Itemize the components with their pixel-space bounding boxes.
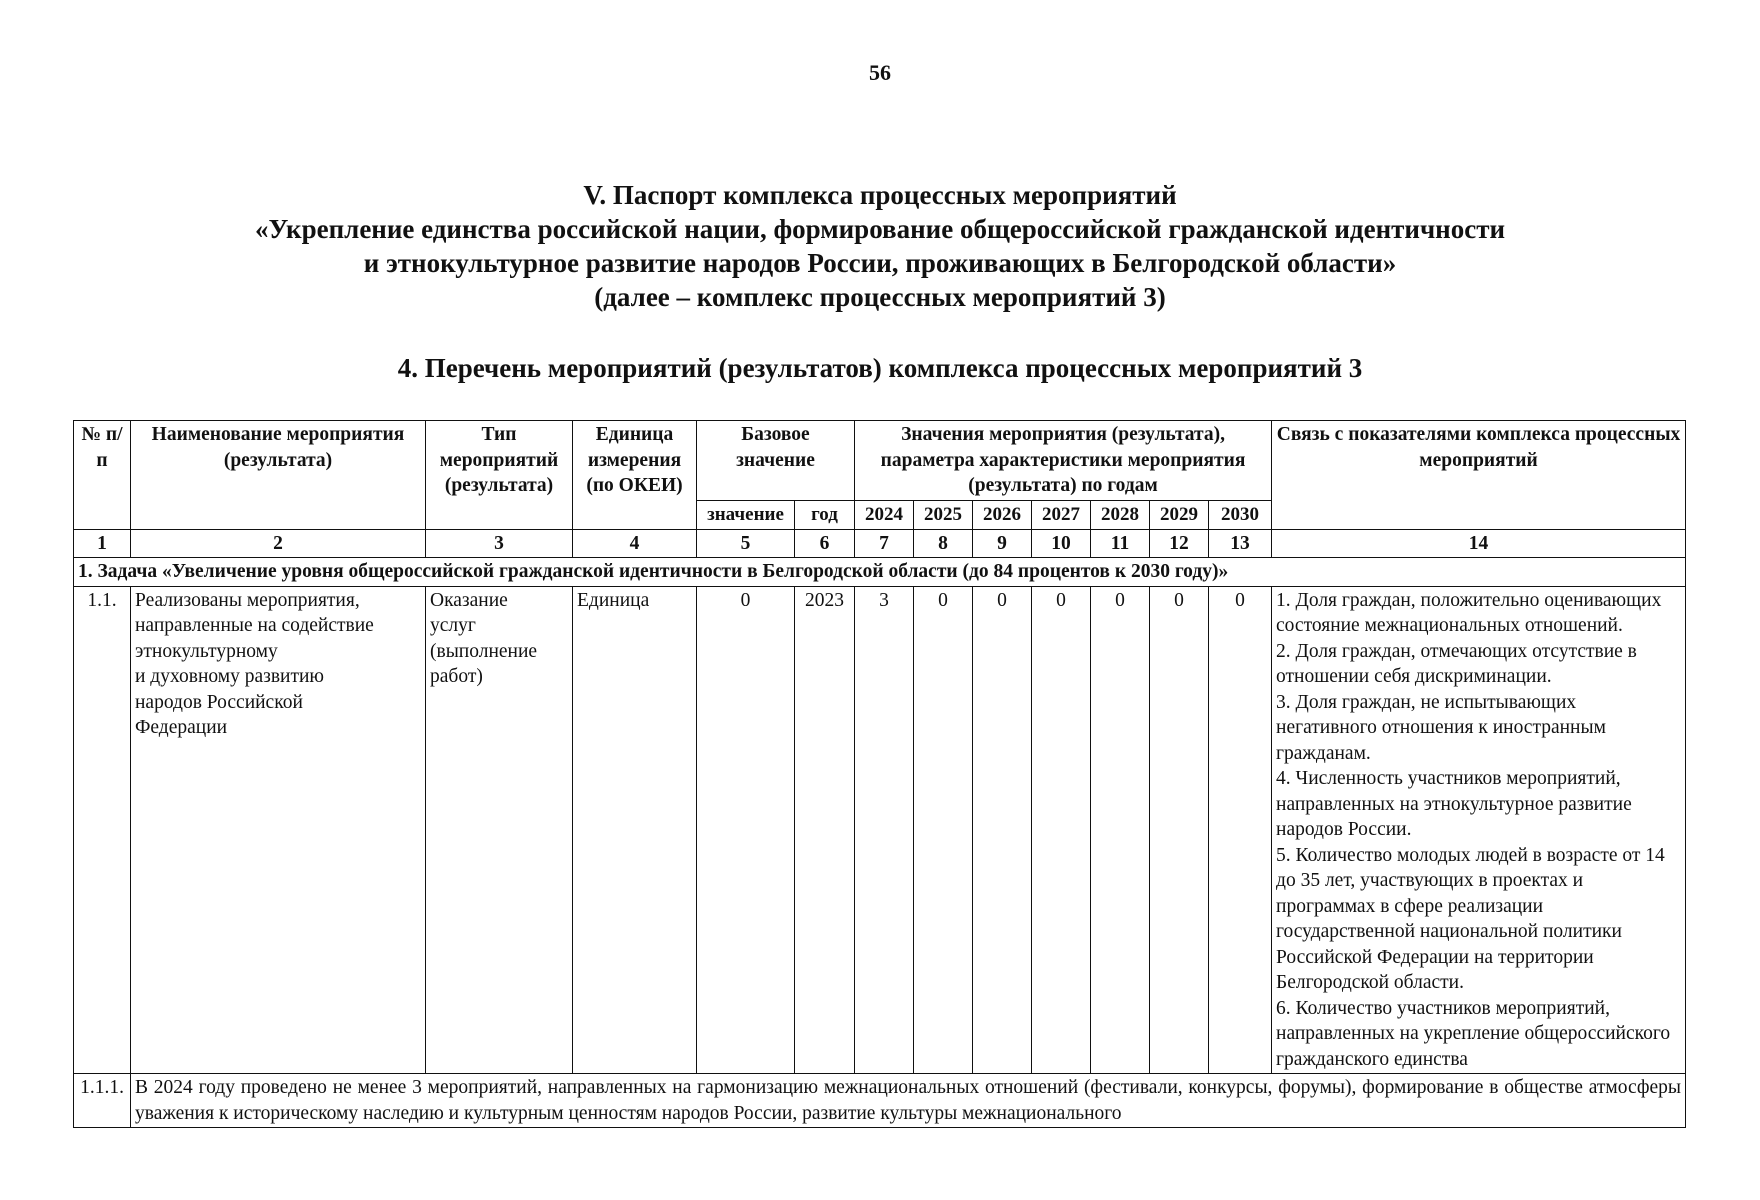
task-row <box>74 558 1686 587</box>
column-number: 8 <box>914 529 973 558</box>
column-number: 6 <box>795 529 855 558</box>
header-year-2028: 2028 <box>1091 501 1150 530</box>
indicator-links <box>1272 586 1686 1074</box>
column-number: 4 <box>573 529 697 558</box>
header-link: Связь с показателями комплекса процессных мероприятий <box>1272 421 1686 530</box>
measure-name-line: Федерации <box>135 717 228 738</box>
column-number: 14 <box>1272 529 1686 558</box>
header-type: Тип мероприятий (результата) <box>426 421 573 530</box>
indicator-link-item: 1. Доля граждан, положительно оценивающих состояние межнациональных отношений. <box>1276 589 1662 636</box>
indicator-link-item: 6. Количество участников мероприятий, направленных на укрепление общероссийского гражданского единства <box>1276 997 1671 1070</box>
measure-name-line: направленные на содействие <box>135 615 374 636</box>
title-line-2: «Укрепление единства российской нации, формирование общероссийской гражданской идентичности <box>254 214 1506 244</box>
row-num: 1.1.1. <box>74 1074 131 1128</box>
indicator-link-item: 4. Численность участников мероприятий, направленных на этнокультурное развитие народов России. <box>1276 768 1632 840</box>
table-row <box>74 1074 1686 1128</box>
page-number: 56 <box>869 60 891 85</box>
header-name: Наименование мероприятия (результата) <box>131 421 426 530</box>
header-values: Значения мероприятия (результата), параметра характеристики мероприятия (результата) по годам <box>855 421 1272 501</box>
base-year: 2023 <box>795 586 855 1074</box>
title-line-1: V. Паспорт комплекса процессных мероприятий <box>583 180 1177 210</box>
title-line-4: (далее – комплекс процессных мероприятий 3) <box>594 282 1166 312</box>
value-2030: 0 <box>1209 586 1272 1074</box>
column-number: 10 <box>1032 529 1091 558</box>
header-year-2030: 2030 <box>1209 501 1272 530</box>
task-title: 1. Задача «Увеличение уровня общероссийской гражданской идентичности в Белгородской области (до 84 процентов к 2030 году)» <box>74 558 1686 587</box>
row-num: 1.1. <box>74 586 131 1074</box>
measure-name-line: и духовному развитию <box>135 666 325 687</box>
column-number: 12 <box>1150 529 1209 558</box>
column-number: 7 <box>855 529 914 558</box>
indicator-link-item: 5. Количество молодых людей в возрасте от 14 до 35 лет, участвующих в проектах и программах в сфере реализации государственной национальной политики Российской Федерации на территории Белгородской области. <box>1276 844 1665 993</box>
header-year-2026: 2026 <box>973 501 1032 530</box>
value-2024: 3 <box>855 586 914 1074</box>
measure-type-line: работ) <box>430 666 483 687</box>
measure-name <box>131 586 426 1074</box>
value-2028: 0 <box>1091 586 1150 1074</box>
column-number: 2 <box>131 529 426 558</box>
value-2025: 0 <box>914 586 973 1074</box>
document-title <box>0 178 1760 314</box>
column-number: 11 <box>1091 529 1150 558</box>
column-number: 1 <box>74 529 131 558</box>
value-2026: 0 <box>973 586 1032 1074</box>
column-number: 9 <box>973 529 1032 558</box>
header-base-value: значение <box>697 501 795 530</box>
header-year-2029: 2029 <box>1150 501 1209 530</box>
header-year-2024: 2024 <box>855 501 914 530</box>
indicator-link-item: 3. Доля граждан, не испытывающих негативного отношения к иностранным гражданам. <box>1276 691 1606 764</box>
value-2029: 0 <box>1150 586 1209 1074</box>
measures-table <box>73 420 1686 1128</box>
measure-unit: Единица <box>573 586 697 1074</box>
indicator-link-item: 2. Доля граждан, отмечающих отсутствие в отношении себя дискриминации. <box>1276 640 1637 687</box>
table-row <box>74 586 1686 1074</box>
column-number: 5 <box>697 529 795 558</box>
measure-description: В 2024 году проведено не менее 3 мероприятий, направленных на гармонизацию межнациональных отношений (фестивали, конкурсы, форумы), формирование в обществе атмосферы уважения к историческому наследию и культурным ценностям народов России, развитие культуры межнационального <box>131 1074 1686 1128</box>
measure-name-line: Реализованы мероприятия, <box>135 589 360 611</box>
header-num: № п/п <box>74 421 131 530</box>
measure-name-line: этнокультурному <box>135 640 278 662</box>
header-unit: Единица измерения (по ОКЕИ) <box>573 421 697 530</box>
header-base: Базовое значение <box>697 421 855 501</box>
header-year-2025: 2025 <box>914 501 973 530</box>
section-title: 4. Перечень мероприятий (результатов) комплекса процессных мероприятий 3 <box>397 353 1363 383</box>
measure-type-line: (выполнение <box>430 640 538 662</box>
column-number: 13 <box>1209 529 1272 558</box>
column-number: 3 <box>426 529 573 558</box>
column-number-row <box>74 529 1686 558</box>
measure-name-line: народов Российской <box>135 691 303 713</box>
measure-type-line: услуг <box>430 615 476 636</box>
header-base-year: год <box>795 501 855 530</box>
title-line-3: и этнокультурное развитие народов России, проживающих в Белгородской области» <box>363 248 1397 278</box>
header-year-2027: 2027 <box>1032 501 1091 530</box>
measure-type <box>426 586 573 1074</box>
measure-type-line: Оказание <box>430 589 508 611</box>
value-2027: 0 <box>1032 586 1091 1074</box>
base-value: 0 <box>697 586 795 1074</box>
